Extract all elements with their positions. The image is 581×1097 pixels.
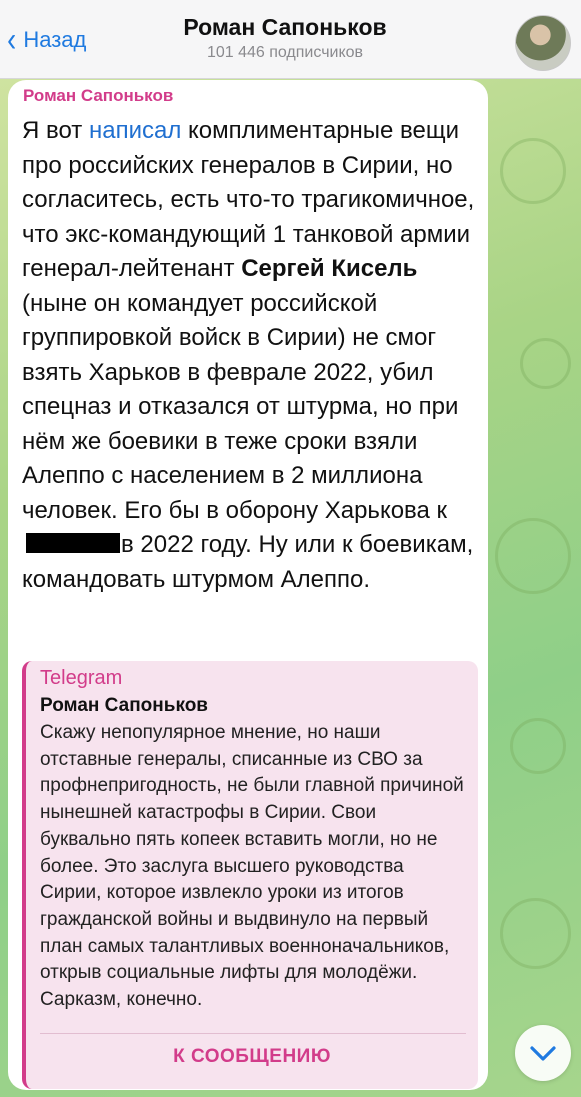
chat-header — [0, 0, 581, 79]
channel-avatar[interactable] — [515, 15, 571, 71]
message-text — [22, 114, 480, 597]
scroll-down-button[interactable] — [515, 1025, 571, 1081]
message-bold-name: Сергей Кисель — [241, 255, 418, 282]
subscriber-count: 101 446 подписчиков — [206, 44, 364, 61]
message-text-start: Я вот — [22, 117, 89, 144]
message-text-end: (ныне он командует российской группировкой войск в Сирии) не смог взять Харьков в феврале 2022, убил спецназ и отказался от штурма, но при нём же боевики в теже сроки взяли Алеппо с населением в 2 миллиона человек. Его бы в оборону Харькова к — [22, 289, 459, 524]
back-button[interactable] — [6, 22, 86, 58]
quote-source: Telegram — [40, 667, 123, 689]
message-bubble — [8, 80, 488, 1090]
redaction-bar — [26, 533, 120, 553]
go-to-message-button[interactable]: К СООБЩЕНИЮ — [173, 1046, 331, 1067]
quote-author: Роман Сапоньков — [40, 695, 208, 716]
channel-title: Роман Сапоньков — [183, 14, 387, 40]
chevron-down-icon — [529, 1041, 557, 1065]
chevron-left-icon: ‹ — [7, 21, 17, 59]
message-text-mid: комплиментарные вещи про российских генералов в Сирии, но согласитесь, есть что-то трагикомичное, что экс-командующий 1 танковой армии генерал-лейтенант — [22, 117, 475, 282]
message-link[interactable]: написал — [88, 117, 182, 144]
quote-divider — [40, 1033, 466, 1034]
message-text-after-redaction: в 2022 году. Ну или к боевикам, командовать штурмом Алеппо. — [22, 531, 474, 593]
quote-text: Скажу непопулярное мнение, но наши отставные генералы, списанные из СВО за профнепригодность, не были главной причиной нынешней катастрофы в Сирии. Свои буквально пять копеек вставить могли, но не более. Это заслуга высшего руководства Сирии, которое извлекло уроки из итогов гражданской войны и выдвинуло на первый план самых талантливых военноначальников, открыв социальные лифты для молодёжи. Сарказм, конечно. — [40, 722, 464, 1011]
message-sender[interactable]: Роман Сапоньков — [23, 86, 174, 105]
back-label: Назад — [23, 27, 87, 52]
forwarded-quote[interactable] — [22, 661, 478, 1089]
channel-info[interactable] — [130, 14, 440, 62]
